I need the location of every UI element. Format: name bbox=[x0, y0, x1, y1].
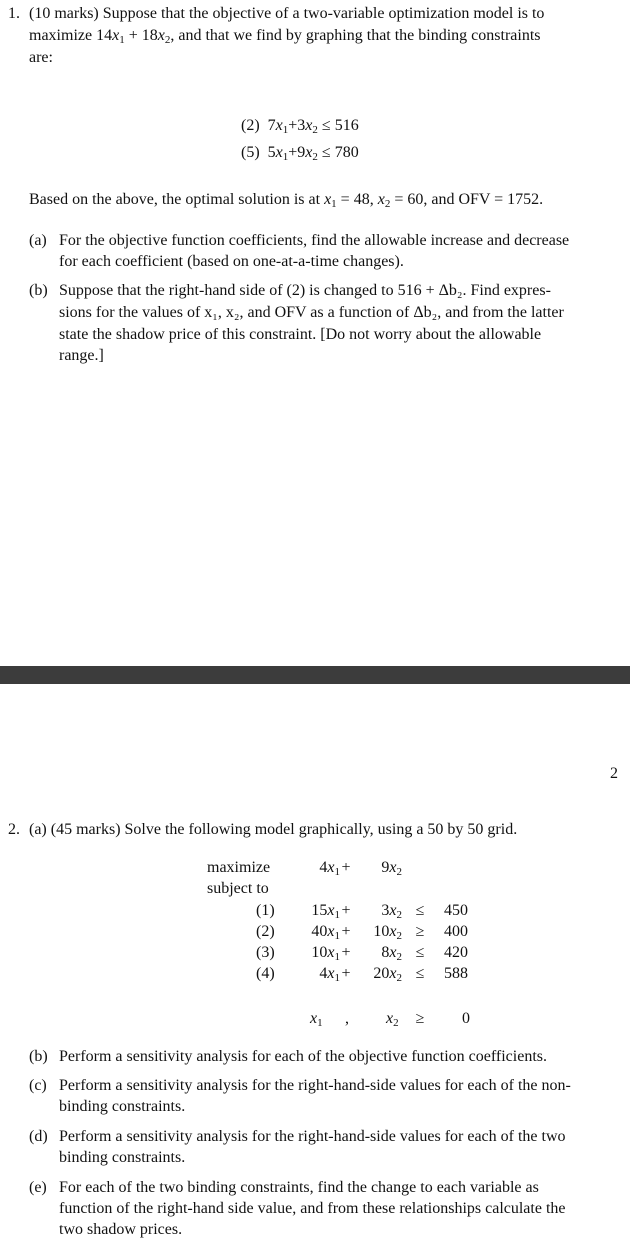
part-a-line-1: For the objective function coefficients, find the allowable increase and decrease bbox=[59, 232, 570, 249]
q2-part-e-label: (e) bbox=[29, 1179, 47, 1196]
constraint-4-rhs: 588 bbox=[444, 965, 468, 982]
q2-part-b-label: (b) bbox=[29, 1048, 48, 1065]
question-2-intro: (a) (45 marks) Solve the following model graphically, using a 50 by 50 grid. bbox=[29, 821, 518, 838]
page-2 bbox=[0, 684, 630, 1242]
constraint-3-op: + bbox=[341, 944, 351, 961]
objective-plus: + bbox=[341, 859, 351, 876]
constraint-1-rhs: 450 bbox=[444, 902, 468, 919]
constraint-3-num: (3) bbox=[256, 944, 275, 961]
q2-part-d-label: (d) bbox=[29, 1128, 48, 1145]
q2-part-e-line-2: function of the right-hand side value, and from these relationships calculate the bbox=[59, 1200, 566, 1217]
constraint-2-rel: ≥ bbox=[415, 923, 425, 940]
constraint-4-x2: $20x_2$ bbox=[373, 965, 402, 984]
part-a-line-2: for each coefficient (based on one-at-a-time changes). bbox=[59, 253, 404, 270]
constraint-3-rel: ≤ bbox=[415, 944, 425, 961]
binding-constraint-2: (2) $7x_1+3x_2 \le 516$ bbox=[241, 117, 359, 136]
constraint-2-op: + bbox=[341, 923, 351, 940]
constraint-2-rhs: 400 bbox=[444, 923, 468, 940]
q2-part-c-label: (c) bbox=[29, 1077, 47, 1094]
part-b-line-4: range.] bbox=[59, 347, 104, 364]
part-b-label: (b) bbox=[29, 282, 48, 299]
page-number: 2 bbox=[610, 765, 618, 782]
constraint-4-rel: ≤ bbox=[415, 965, 425, 982]
constraint-3-x1: $10x_1$ bbox=[311, 944, 340, 963]
q2-part-b-line-1: Perform a sensitivity analysis for each of the objective function coefficients. bbox=[59, 1048, 547, 1065]
q2-part-d-line-1: Perform a sensitivity analysis for the right-hand-side values for each of the two bbox=[59, 1128, 566, 1145]
constraint-2-x2: $10x_2$ bbox=[373, 923, 402, 942]
question-1-line-2: maximize $14x_1 + 18x_2$, and that we find by graphing that the binding constraints bbox=[29, 27, 541, 46]
part-b-line-3: state the shadow price of this constraint. [Do not worry about the allowable bbox=[59, 326, 542, 343]
constraint-1-num: (1) bbox=[256, 902, 275, 919]
question-1-number: 1. bbox=[8, 5, 20, 22]
subject-to-label: subject to bbox=[207, 880, 269, 897]
q2-part-d-line-2: binding constraints. bbox=[59, 1149, 186, 1166]
question-1-line-3: are: bbox=[29, 49, 53, 66]
constraint-1-rel: ≤ bbox=[415, 902, 425, 919]
objective-x1-term: $4x_1$ bbox=[319, 859, 340, 878]
nonneg-x1: $x_1$ bbox=[310, 1010, 323, 1029]
nonneg-rhs: 0 bbox=[462, 1010, 470, 1027]
binding-constraint-5: (5) $5x_1+9x_2 \le 780$ bbox=[241, 144, 359, 163]
maximize-label: maximize bbox=[207, 859, 271, 876]
part-b-line-1: Suppose that the right-hand side of (2) is changed to 516 + Δb₂. Find expres- bbox=[59, 282, 551, 299]
page-divider bbox=[0, 666, 630, 684]
question-1-line-1: (10 marks) Suppose that the objective of a two-variable optimization model is to bbox=[29, 5, 545, 22]
nonneg-rel: ≥ bbox=[415, 1010, 425, 1027]
constraint-1-x1: $15x_1$ bbox=[311, 902, 340, 921]
part-b-line-2: sions for the values of x₁, x₂, and OFV as a function of Δb₂, and from the latter bbox=[59, 304, 564, 321]
constraint-4-op: + bbox=[341, 965, 351, 982]
nonneg-x2: $x_2$ bbox=[386, 1010, 399, 1029]
constraint-3-x2: $8x_2$ bbox=[381, 944, 402, 963]
question-2-number: 2. bbox=[8, 821, 20, 838]
q2-part-e-line-3: two shadow prices. bbox=[59, 1221, 183, 1238]
constraint-3-rhs: 420 bbox=[444, 944, 468, 961]
constraint-2-x1: $40x_1$ bbox=[311, 923, 340, 942]
constraint-2-num: (2) bbox=[256, 923, 275, 940]
constraint-1-x2: $3x_2$ bbox=[381, 902, 402, 921]
part-a-label: (a) bbox=[29, 232, 47, 249]
q2-part-e-line-1: For each of the two binding constraints, find the change to each variable as bbox=[59, 1179, 539, 1196]
nonneg-sep: , bbox=[345, 1010, 349, 1027]
optimal-solution-statement: Based on the above, the optimal solution is at $x_1 = 48$, $x_2 = 60$, and OFV = 1752. bbox=[29, 191, 544, 210]
constraint-1-op: + bbox=[341, 902, 351, 919]
q2-part-c-line-2: binding constraints. bbox=[59, 1098, 186, 1115]
constraint-4-x1: $4x_1$ bbox=[319, 965, 340, 984]
q2-part-c-line-1: Perform a sensitivity analysis for the right-hand-side values for each of the non- bbox=[59, 1077, 571, 1094]
objective-x2-term: $9x_2$ bbox=[381, 859, 402, 878]
constraint-4-num: (4) bbox=[256, 965, 275, 982]
